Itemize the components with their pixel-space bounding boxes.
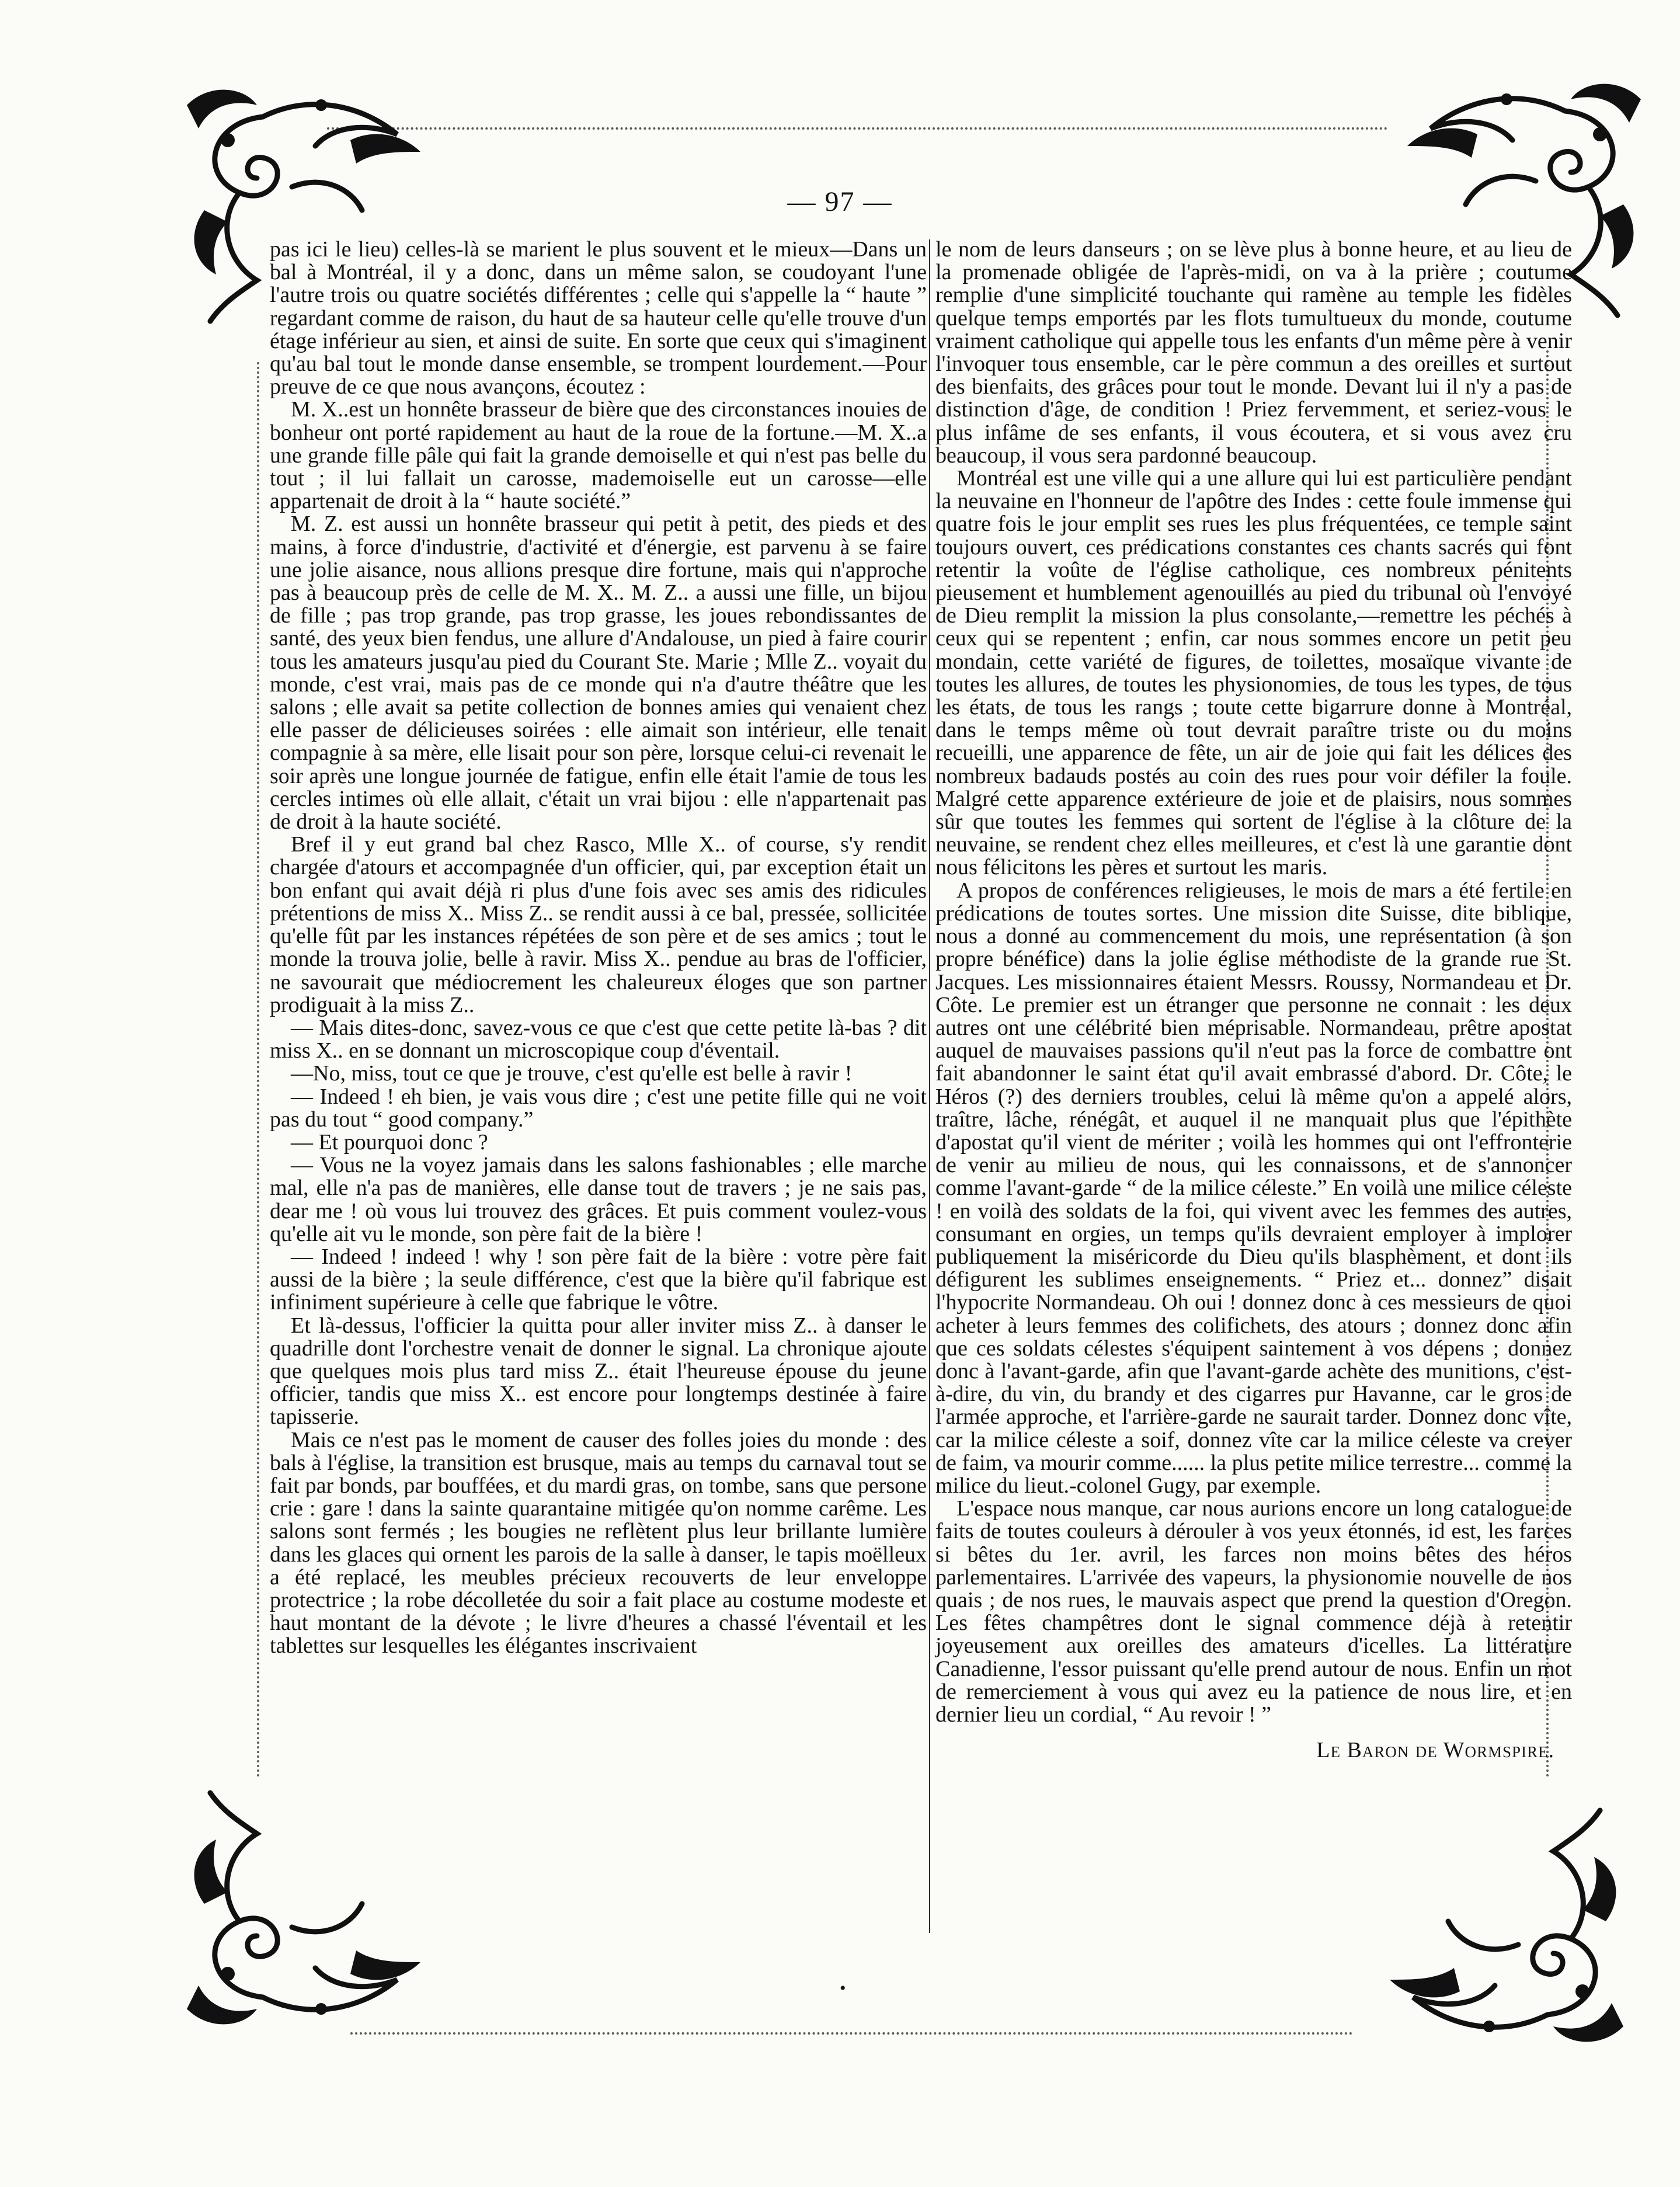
paragraph: Et là-dessus, l'officier la quitta pour aller inviter miss Z.. à danser le quadrille dont l'orchestre venait de donner le signal. La chronique ajoute que quelques mois plus tard miss Z.. était l'heureuse épouse du jeune officier, tandis que miss X.. est encore pour longtemps destinée à faire tapisserie. (270, 1313, 927, 1430)
paragraph: —No, miss, tout ce que je trouve, c'est qu'elle est belle à ravir ! (291, 1061, 853, 1086)
paragraph: M. Z. est aussi un honnête brasseur qui petit à petit, des pieds et des mains, à force d'industrie, d'activité et d'énergie, est parvenu à se faire une jolie aisance, nous allions presque dire fortune, mais qui n'approche pas à beaucoup près de celle de M. X.. M. Z.. a aussi une fille, un bijou de fille ; pas trop grande, pas trop grasse, les joues rebondissantes de santé, des yeux bien fendus, une allure d'Andalouse, un pied à faire courir tous les amateurs jusqu'au pied du Courant Ste. Marie ; Mlle Z.. voyait du monde, c'est vrai, mais pas de ce monde qui n'a d'autre théâtre que les salons ; elle avait sa petite collection de bonnes amies qui venaient chez elle passer de délicieuses soirées : elle aimait son intérieur, elle tenait compagnie à sa mère, elle lisait pour son père, lorsque celui-ci revenait le soir après une longue journée de fatigue, enfin elle était l'amie de tous les cercles intimes où elle allait, c'était un vrai bijou : elle n'appartenait pas de droit à la haute société. (270, 512, 927, 835)
paragraph: pas ici le lieu) celles-là se marient le plus souvent et le mieux—Dans un bal à Montréal, il y a donc, dans un même salon, se coudoyant l'une l'autre trois ou quatre sociétés différentes ; celle qui s'appelle la “ haute ” regardant comme de raison, du haut de sa hauteur celle qu'elle trouve d'un étage inférieur au sien, et ainsi de suite. En sorte que ceux qui s'imaginent qu'au bal tout le monde danse ensemble, se trompent lourdement.—Pour preuve de ce que nous avançons, écoutez : (270, 237, 927, 399)
paragraph: — Mais dites-donc, savez-vous ce que c'est que cette petite là-bas ? dit miss X.. en se donnant un microscopique coup d'éventail. (270, 1015, 927, 1063)
corner-ornament-bottom-right (1378, 1804, 1635, 2061)
author-signature: Le Baron de Wormspire. (1316, 1738, 1554, 1763)
corner-ornament-bottom-left (175, 1787, 432, 2044)
paragraph: — Vous ne la voyez jamais dans les salons fashionables ; elle marche mal, elle n'a pas de manières, elle danse tout de travers ; je ne sais pas, dear me ! où vous lui trouvez des grâces. Et puis comment voulez-vous qu'elle ait vu le monde, son père fait de la bière ! (270, 1153, 927, 1246)
paragraph: le nom de leurs danseurs ; on se lève plus à bonne heure, et au lieu de la promenade obligée de l'après-midi, on va à la prière ; coutume remplie d'une simplicité touchante qui ramène au temple les fidèles quelque temps emportés par les flots tumultueux du monde, coutume vraiment catholique qui appelle tous les enfants d'un même père à venir l'invoquer tous ensemble, car le père commun a des oreilles et surtout des bienfaits, des grâces pour tout le monde. Devant lui il n'y a pas de distinction d'âge, de condition ! Priez fervemment, et seriez-vous le plus infâme de ses enfants, il vous écoutera, et si vous avez cru beaucoup, il vous sera pardonné beaucoup. (935, 237, 1572, 468)
dotted-border-bottom (350, 2032, 1353, 2035)
right-column (935, 238, 1572, 1762)
dotted-border-top (327, 127, 1388, 130)
paragraph: Bref il y eut grand bal chez Rasco, Mlle X.. of course, s'y rendit chargée d'atours et accompagnée d'un officier, qui, par exception était un bon enfant qui avait déjà ri plus d'une fois avec ses amis des ridicules prétentions de miss X.. Miss Z.. se rendit aussi à ce bal, pressée, sollicitée qu'elle fût par les instances répétées de son père et de ses amics ; tout le monde la trouva jolie, belle à ravir. Miss X.. pendue au bras de l'officier, ne savourait que médiocrement les chaleureux éloges que son partner prodiguait à la miss Z.. (270, 832, 927, 1017)
paragraph: — Indeed ! indeed ! why ! son père fait de la bière : votre père fait aussi de la bière ; la seule différence, c'est que la bière qu'il fabrique est infiniment supérieure à celle que fabrique le vôtre. (270, 1244, 927, 1315)
paragraph: Mais ce n'est pas le moment de causer des folles joies du monde : des bals à l'église, la transition est brusque, mais au temps du carnaval tout se fait par bonds, par bouffées, et du mardi gras, on tombe, sans que persone crie : gare ! dans la sainte quarantaine mitigée qu'on nomme carême. Les salons sont fermés ; les bougies ne reflètent plus leur brillante lumière dans les glaces qui ornent les parois de la salle à danser, le tapis moëlleux a été replacé, les meubles précieux recouverts de leur enveloppe protectrice ; la robe décolletée du soir a fait place au costume modeste et haut montant de la dévote ; le livre d'heures a chassé l'éventail et les tablettes sur lesquelles les élégantes inscrivaient (270, 1427, 927, 1658)
paragraph: — Indeed ! eh bien, je vais vous dire ; c'est une petite fille qui ne voit pas du tout “ good company.” (270, 1084, 927, 1132)
paragraph: Montréal est une ville qui a une allure qui lui est particulière pendant la neuvaine en l'honneur de l'apôtre des Indes : cette foule immense qui quatre fois le jour emplit ses rues les plus fréquentées, ce temple saint toujours ouvert, ces prédications constantes ces chants sacrés qui font retentir la voûte de l'église catholique, ces nombreux pénitents pieusement et humblement agenouillés au pied du tribunal où l'envoyé de Dieu remplit la mission la plus consolante,—remettre les péchés à ceux qui se repentent ; enfin, car nous sommes encore un petit peu mondain, cette variété de figures, de toilettes, mosaïque vivante de toutes les allures, de toutes les physionomies, de tous les types, de tous les états, de tous les rangs ; toute cette bigarrure donne à Montréal, dans le temps même où tout devrait paraître triste ou du moins recueilli, une apparence de fête, un air de joie qui fait les délices des nombreux badauds postés au coin des rues pour voir défiler la foule. Malgré cette apparence extérieure de joie et de plaisirs, nous sommes sûr que toutes les femmes qui sortent de l'église à la clôture de la neuvaine, se rendent chez elles meilleures, et c'est là une garantie dont nous félicitons les pères et surtout les maris. (935, 466, 1572, 880)
column-divider (929, 239, 930, 1933)
print-dot-mark: • (840, 1979, 846, 1998)
left-column (270, 238, 927, 1658)
paragraph: L'espace nous manque, car nous aurions encore un long catalogue de faits de toutes couleurs à dérouler à vos yeux étonnés, id est, les farces si bêtes du 1er. avril, les farces non moins bêtes des héros parlementaires. L'arrivée des vapeurs, la physionomie nouvelle de nos quais ; de nos rues, le mauvais aspect que prend la question d'Oregon. Les fêtes champêtres dont le signal commence déjà à retentir joyeusement aux oreilles des amateurs d'icelles. La littérature Canadienne, l'essor puissant qu'elle prend autour de nous. Enfin un mot de remerciement à vous qui avez eu la patience de nous lire, et en dernier lieu un cordial, “ Au revoir ! ” (935, 1496, 1572, 1727)
paragraph: — Et pourquoi donc ? (291, 1129, 488, 1155)
page-number: — 97 — (787, 186, 893, 217)
paragraph: M. X..est un honnête brasseur de bière que des circonstances inouies de bonheur ont porté rapidement au haut de la roue de la fortune.—M. X..a une grande fille pâle qui fait la grande demoiselle et qui n'est pas belle du tout ; il lui fallait un carosse, mademoiselle eut un carosse—elle appartenait de droit à la “ haute société.” (270, 397, 927, 514)
paragraph: A propos de conférences religieuses, le mois de mars a été fertile en prédications de toutes sortes. Une mission dite Suisse, dite biblique, nous a donné au commencement du mois, une représentation (à son propre bénéfice) dans la jolie église méthodiste de la grande rue St. Jacques. Les missionnaires étaient Messrs. Roussy, Normandeau et Dr. Côte. Le premier est un étranger que personne ne connait : les deux autres ont une célébrité bien méprisable. Normandeau, prêtre apostat auquel de mauvaises passions qu'il n'eut pas la force de combattre ont fait abandonner le saint état qu'il avait embrassé d'abord. Dr. Côte, le Héros (?) des derniers troubles, celui là même qu'on a appelé alors, traître, lâche, rénégât, et auquel il ne manquait plus que l'épithète d'apostat qu'il vient de mériter ; voilà les hommes qui ont l'effronterie de venir au milieu de nous, qui les connaissons, et de s'annoncer comme l'avant-garde “ de la milice céleste.” En voilà une milice céleste ! en voilà des soldats de la foi, qui vivent avec les femmes des autres, consumant en orgies, un temps qu'ils devraient employer à implorer publiquement la miséricorde du Dieu qu'ils blasphèment, et dont ils défigurent les sublimes enseignements. “ Priez et... donnez” disait l'hypocrite Normandeau. Oh oui ! donnez donc à ces messieurs de quoi acheter à leurs femmes des colifichets, des atours ; donnez donc afin que ces soldats célestes s'équipent saintement à vos dépens ; donnez donc à l'avant-garde, afin que l'avant-garde achète des munitions, c'est-à-dire, du vin, du brandy et des cigarres pur Havanne, car le gros de l'armée approche, et l'arrière-garde ne saurait tarder. Donnez donc vîte, car la milice céleste a soif, donnez vîte car la milice céleste va crever de faim, va mourir comme...... la plus petite milice terrestre... comme la milice du lieut.-colonel Gugy, par exemple. (935, 878, 1573, 1498)
dotted-border-left (257, 362, 259, 1778)
